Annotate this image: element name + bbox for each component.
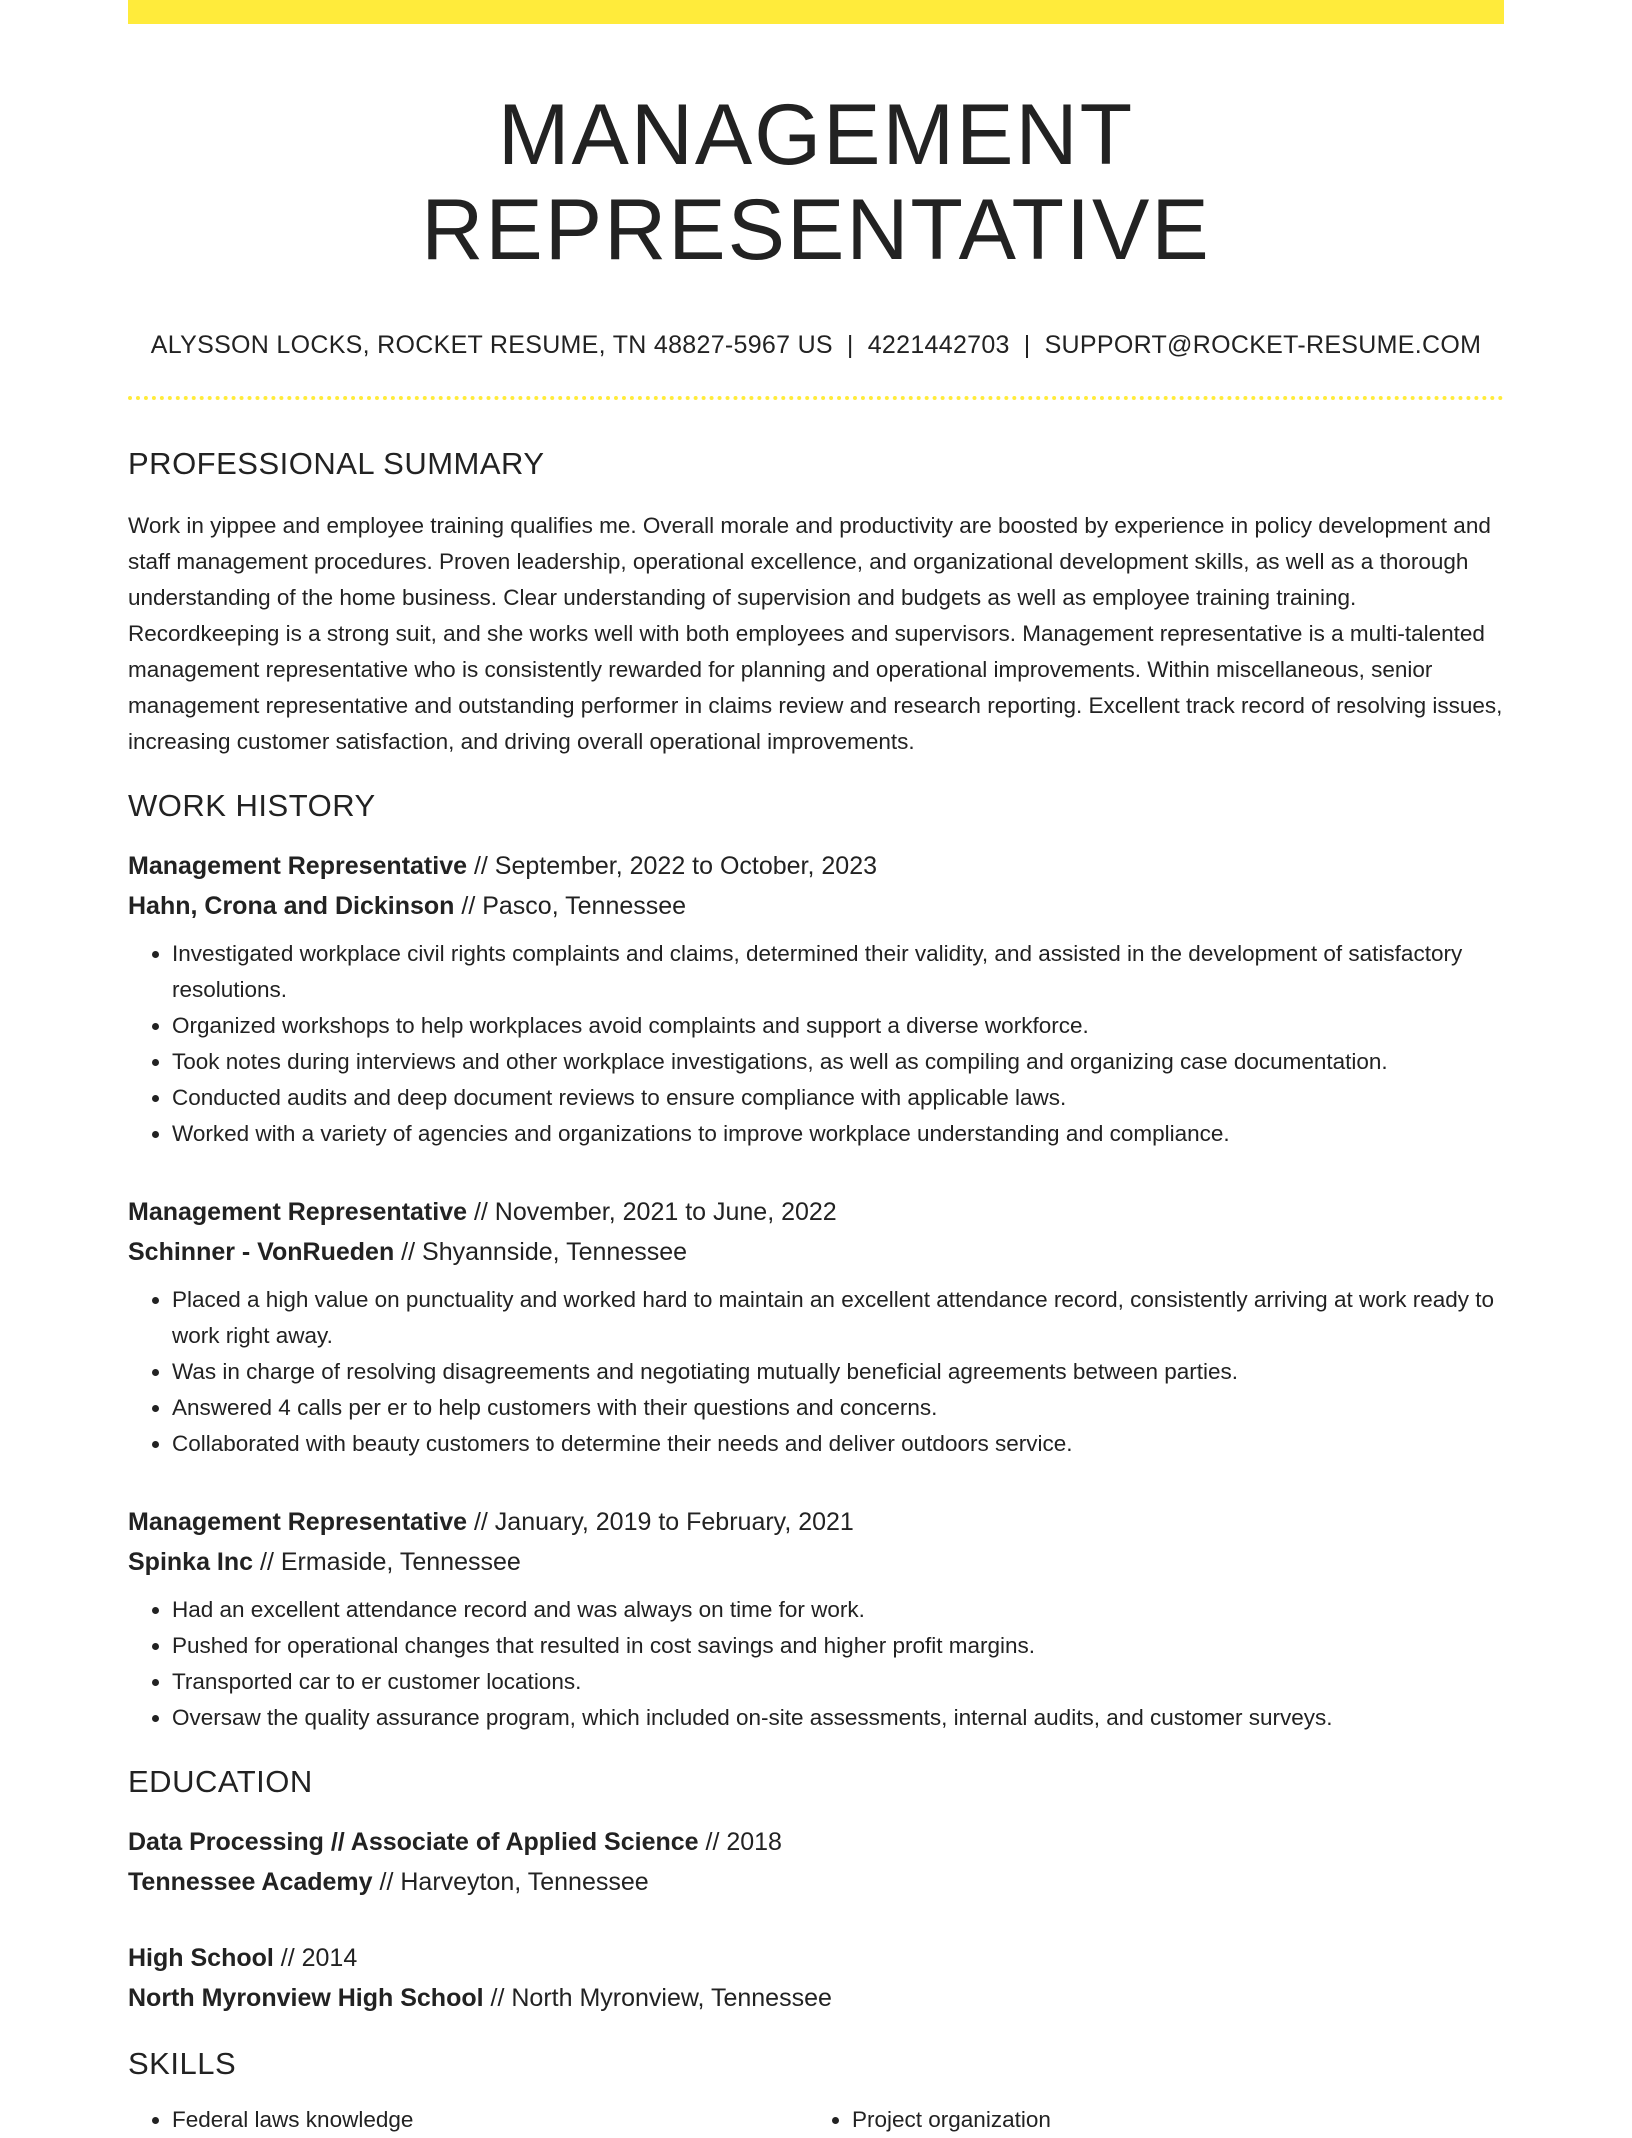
job-entry xyxy=(128,1192,1504,1462)
job-location: // Ermaside, Tennessee xyxy=(253,1548,521,1577)
job-dates: // January, 2019 to February, 2021 xyxy=(467,1508,854,1537)
education-location: // Harveyton, Tennessee xyxy=(372,1868,649,1897)
summary-heading: PROFESSIONAL SUMMARY xyxy=(128,446,545,482)
skills-heading: SKILLS xyxy=(128,2046,237,2082)
list-item: • Answered 4 calls per er to help customers with their questions and concerns. xyxy=(172,1390,1504,1426)
job-company-line xyxy=(128,1232,1504,1272)
job-company: Schinner - VonRueden xyxy=(128,1238,395,1267)
list-item: • Organized workshops to help workplaces avoid complaints and support a diverse workforce. xyxy=(172,1008,1504,1044)
accent-top-bar xyxy=(128,0,1504,24)
job-company-line xyxy=(128,1542,1504,1582)
list-item: • Took notes during interviews and other workplace investigations, as well as compiling and organizing case documentation. xyxy=(172,1044,1504,1080)
list-item: • Was in charge of resolving disagreements and negotiating mutually beneficial agreements between parties. xyxy=(172,1354,1504,1390)
job-dates: // November, 2021 to June, 2022 xyxy=(467,1198,837,1227)
job-entry xyxy=(128,1502,1504,1736)
education-school-line xyxy=(128,1862,1504,1902)
list-item: • Pushed for operational changes that resulted in cost savings and higher profit margins. xyxy=(172,1628,1504,1664)
education-heading: EDUCATION xyxy=(128,1764,313,1800)
list-item: • Collaborated with beauty customers to determine their needs and deliver outdoors service. xyxy=(172,1426,1504,1462)
list-item: • Oversaw the quality assurance program, which included on-site assessments, internal audits, and customer surveys. xyxy=(172,1700,1504,1736)
job-title: Management Representative xyxy=(128,852,468,881)
job-bullets xyxy=(128,936,1504,1152)
skills-grid xyxy=(128,2102,1504,2138)
education-degree-line xyxy=(128,1938,1504,1978)
job-entry xyxy=(128,846,1504,1152)
job-title: Management Representative xyxy=(128,1508,468,1537)
education-school-line xyxy=(128,1978,1504,2018)
list-item: • Worked with a variety of agencies and organizations to improve workplace understanding and compliance. xyxy=(172,1116,1504,1152)
education-entry xyxy=(128,1938,1504,2018)
skills-column-right xyxy=(808,2102,1488,2138)
job-company-line xyxy=(128,886,1504,926)
job-bullets xyxy=(128,1282,1504,1462)
list-item: • Conducted audits and deep document reviews to ensure compliance with applicable laws. xyxy=(172,1080,1504,1116)
list-item: • Transported car to er customer locations. xyxy=(172,1664,1504,1700)
education-year: // 2018 xyxy=(698,1828,782,1857)
resume-page xyxy=(128,0,1504,2138)
list-item: • Project organization xyxy=(852,2102,1488,2138)
job-company: Hahn, Crona and Dickinson xyxy=(128,892,455,921)
job-dates: // September, 2022 to October, 2023 xyxy=(467,852,878,881)
list-item: • Federal laws knowledge xyxy=(172,2102,808,2138)
contact-separator: | xyxy=(846,331,854,360)
job-title-line xyxy=(128,1192,1504,1232)
education-degree-line xyxy=(128,1822,1504,1862)
list-item: • Investigated workplace civil rights complaints and claims, determined their validity, and assisted in the development of satisfactory resolutions. xyxy=(172,936,1504,1008)
education-degree: Data Processing // Associate of Applied Science xyxy=(128,1828,699,1857)
job-title: Management Representative xyxy=(128,1198,468,1227)
job-title-line xyxy=(128,1502,1504,1542)
job-location: // Pasco, Tennessee xyxy=(454,892,687,921)
job-title-line xyxy=(128,846,1504,886)
contact-separator: | xyxy=(1023,331,1031,360)
education-entry xyxy=(128,1822,1504,1902)
summary-text: Work in yippee and employee training qualifies me. Overall morale and productivity are boosted by experience in policy development and staff management procedures. Proven leadership, operational excellence, and organizational development skills, as well as a thorough understanding of the home business. Clear understanding of supervision and budgets as well as employee training training. Recordkeeping is a strong suit, and she works well with both employees and supervisors. Management representative is a multi-talented management representative who is consistently rewarded for planning and operational improvements. Within miscellaneous, senior management representative and outstanding performer in claims review and research reporting. Excellent track record of resolving issues, increasing customer satisfaction, and driving overall operational improvements. xyxy=(128,513,1503,755)
dotted-divider xyxy=(128,396,1504,400)
education-degree: High School xyxy=(128,1944,274,1973)
contact-line xyxy=(128,331,1504,360)
contact-email[interactable]: SUPPORT@ROCKET-RESUME.COM xyxy=(1044,331,1482,360)
resume-title: MANAGEMENT REPRESENTATIVE xyxy=(421,87,1211,278)
education-location: // North Myronview, Tennessee xyxy=(483,1984,832,2013)
contact-phone: 4221442703 xyxy=(867,331,1010,360)
list-item: • Placed a high value on punctuality and worked hard to maintain an excellent attendance record, consistently arriving at work ready to work right away. xyxy=(172,1282,1504,1354)
list-item: • Had an excellent attendance record and was always on time for work. xyxy=(172,1592,1504,1628)
education-school: Tennessee Academy xyxy=(128,1868,373,1897)
contact-address: ALYSSON LOCKS, ROCKET RESUME, TN 48827-5967 US xyxy=(150,331,833,360)
education-school: North Myronview High School xyxy=(128,1984,484,2013)
job-location: // Shyannside, Tennessee xyxy=(394,1238,688,1267)
work-history-heading: WORK HISTORY xyxy=(128,788,376,824)
job-company: Spinka Inc xyxy=(128,1548,254,1577)
job-bullets xyxy=(128,1592,1504,1736)
education-year: // 2014 xyxy=(273,1944,358,1973)
skills-column-left xyxy=(128,2102,808,2138)
